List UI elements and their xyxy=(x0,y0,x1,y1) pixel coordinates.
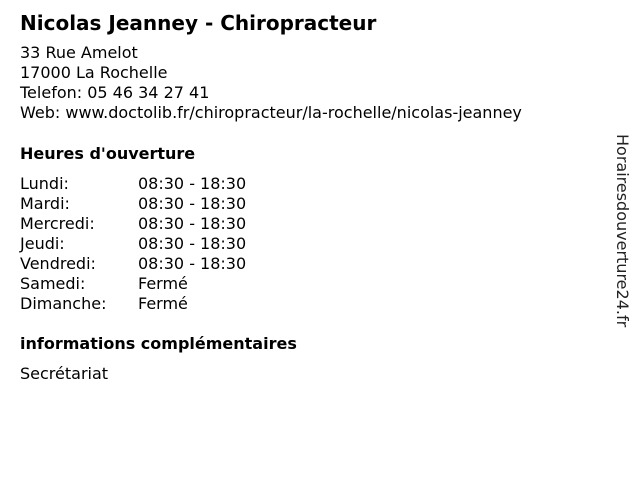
address-block xyxy=(20,43,522,123)
hours-day: Samedi: xyxy=(20,274,86,293)
hours-day: Dimanche: xyxy=(20,294,107,313)
hours-time: Fermé xyxy=(138,294,188,313)
hours-day: Mardi: xyxy=(20,194,70,213)
hours-time: 08:30 - 18:30 xyxy=(138,194,247,213)
website-link: Web: www.doctolib.fr/chiropracteur/la-rochelle/nicolas-jeanney xyxy=(20,103,522,122)
hours-time: 08:30 - 18:30 xyxy=(138,234,247,253)
hours-time: 08:30 - 18:30 xyxy=(138,214,247,233)
street-address: 33 Rue Amelot xyxy=(20,43,138,62)
page-title: Nicolas Jeanney - Chiropracteur xyxy=(20,11,377,35)
opening-hours-heading: Heures d'ouverture xyxy=(20,144,196,163)
hours-time: Fermé xyxy=(138,274,188,293)
phone-number: Telefon: 05 46 34 27 41 xyxy=(20,83,210,102)
additional-info-text: Secrétariat xyxy=(20,364,109,383)
hours-time: 08:30 - 18:30 xyxy=(138,254,247,273)
city-address: 17000 La Rochelle xyxy=(20,63,168,82)
hours-day: Jeudi: xyxy=(20,234,65,253)
hours-day: Vendredi: xyxy=(20,254,96,273)
hours-day: Lundi: xyxy=(20,174,69,193)
hours-time: 08:30 - 18:30 xyxy=(138,174,247,193)
hours-day: Mercredi: xyxy=(20,214,95,233)
site-watermark: Horairesdouverture24.fr xyxy=(613,134,632,328)
additional-info-heading: informations complémentaires xyxy=(20,334,297,353)
